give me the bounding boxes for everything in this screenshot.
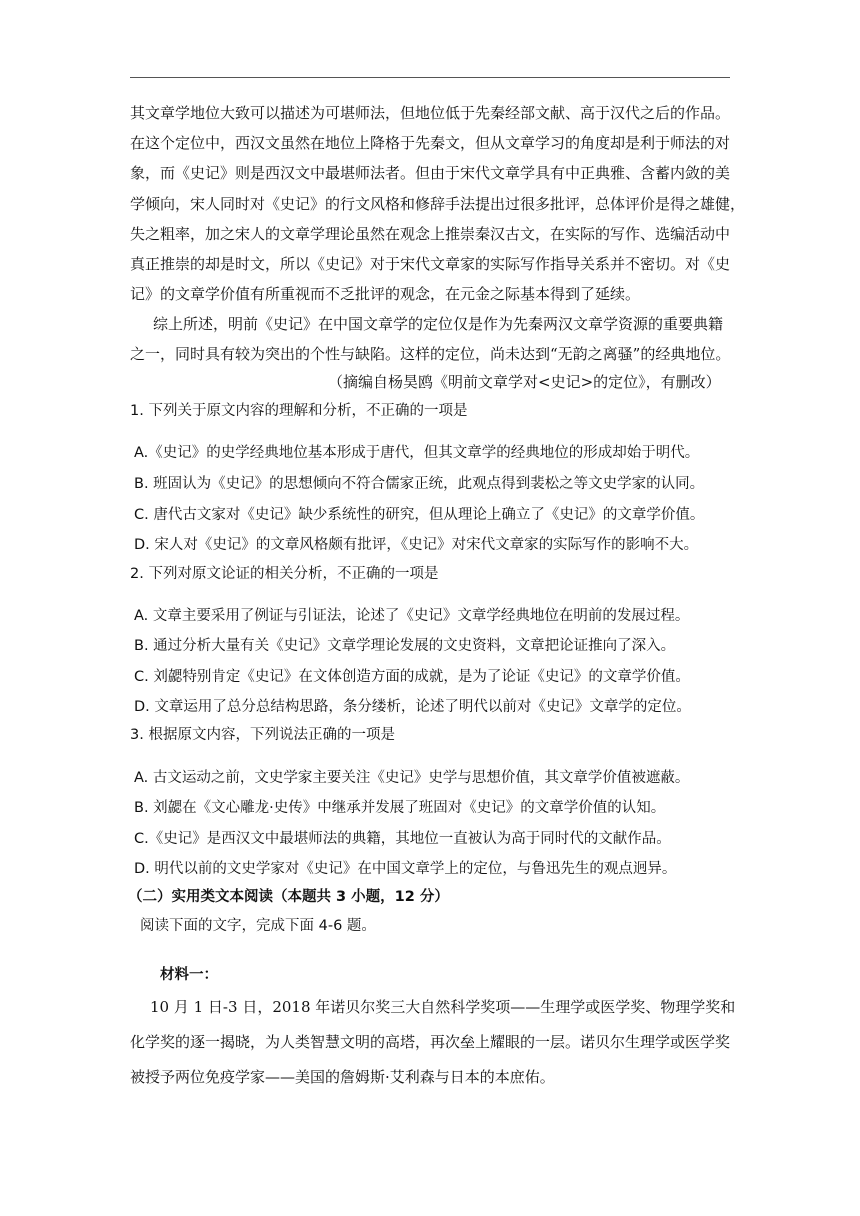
- option-a: A.《史记》的史学经典地位基本形成于唐代，但其文章学的经典地位的形成却始于明代。: [134, 445, 700, 461]
- option-d: D. 文章运用了总分总结构思路，条分缕析，论述了明代以前对《史记》文章学的定位。: [134, 699, 691, 715]
- option-a: A. 文章主要采用了例证与引证法，论述了《史记》文章学经典地位在明前的发展过程。: [134, 608, 690, 624]
- option-d: D. 宋人对《史记》的文章风格颇有批评，《史记》对宋代文章家的实际写作的影响不大。: [134, 537, 699, 553]
- passage-line: 记》的文章学价值有所重视而不乏批评的观念，在元金之际基本得到了延续。: [130, 285, 641, 303]
- question-stem: 3. 根据原文内容，下列说法正确的一项是: [130, 727, 395, 743]
- question-stem: 2. 下列对原文论证的相关分析，不正确的一项是: [130, 566, 439, 582]
- passage-line: 在这个定位中，西汉文虽然在地位上降格于先秦文，但从文章学习的角度却是利于师法的对: [130, 134, 731, 152]
- passage-line: 失之粗率，加之宋人的文章学理论虽然在观念上推崇秦汉古文，在实际的写作、选编活动中: [130, 225, 731, 243]
- section-instruction: 阅读下面的文字，完成下面 4-6 题。: [140, 918, 376, 934]
- material-line: 化学奖的逐一揭晓，为人类智慧文明的高塔，再次垒上耀眼的一层。诺贝尔生理学或医学奖: [130, 1033, 731, 1051]
- header-rule: [130, 77, 730, 78]
- passage-line: 学倾向，宋人同时对《史记》的行文风格和修辞手法提出过很多批评，总体评价是得之雄健，: [130, 195, 746, 213]
- option-a: A. 古文运动之前，文史学家主要关注《史记》史学与思想价值，其文章学价值被遮蔽。: [134, 770, 690, 786]
- material-title: 材料一：: [160, 967, 218, 983]
- option-c: C. 刘勰特别肯定《史记》在文体创造方面的成就，是为了论证《史记》的文章学价值。: [134, 669, 690, 685]
- option-c: C. 唐代古文家对《史记》缺少系统性的研究，但从理论上确立了《史记》的文章学价值。: [134, 507, 705, 523]
- option-b: B. 班固认为《史记》的思想倾向不符合儒家正统，此观点得到裴松之等文史学家的认同。: [134, 476, 705, 492]
- passage-line: 其文章学地位大致可以描述为可堪师法，但地位低于先秦经部文献、高于汉代之后的作品。: [130, 104, 731, 122]
- option-b: B. 刘勰在《文心雕龙·史传》中继承并发展了班固对《史记》的文章学价值的认知。: [134, 800, 666, 816]
- source-note: （摘编自杨昊鸥《明前文章学对<史记>的定位》，有删改）: [328, 373, 721, 391]
- passage-line: 象，而《史记》则是西汉文中最堪师法者。但由于宋代文章学具有中正典雅、含蓄内敛的美: [130, 164, 731, 182]
- option-c: C.《史记》是西汉文中最堪师法的典籍，其地位一直被认为高于同时代的文献作品。: [134, 831, 671, 847]
- material-line: 10 月 1 日-3 日，2018 年诺贝尔奖三大自然科学奖项——生理学或医学奖、物理学奖和: [150, 998, 736, 1016]
- question-stem: 1. 下列关于原文内容的理解和分析，不正确的一项是: [130, 403, 468, 419]
- material-line: 被授予两位免疫学家——美国的詹姆斯·艾利森与日本的本庶佑。: [130, 1068, 555, 1086]
- conclusion-line: 综上所述，明前《史记》在中国文章学的定位仅是作为先秦两汉文章学资源的重要典籍: [153, 315, 724, 333]
- option-b: B. 通过分析大量有关《史记》文章学理论发展的文史资料，文章把论证推向了深入。: [134, 638, 676, 654]
- section-heading: （二）实用类文本阅读（本题共 3 小题，12 分）: [128, 889, 449, 905]
- passage-line: 真正推崇的却是时文，所以《史记》对于宋代文章家的实际写作指导关系并不密切。对《史: [130, 255, 731, 273]
- conclusion-line: 之一，同时具有较为突出的个性与缺陷。这样的定位，尚未达到“无韵之离骚”的经典地位。: [130, 345, 731, 363]
- option-d: D. 明代以前的文史学家对《史记》在中国文章学上的定位，与鲁迅先生的观点迥异。: [134, 861, 677, 877]
